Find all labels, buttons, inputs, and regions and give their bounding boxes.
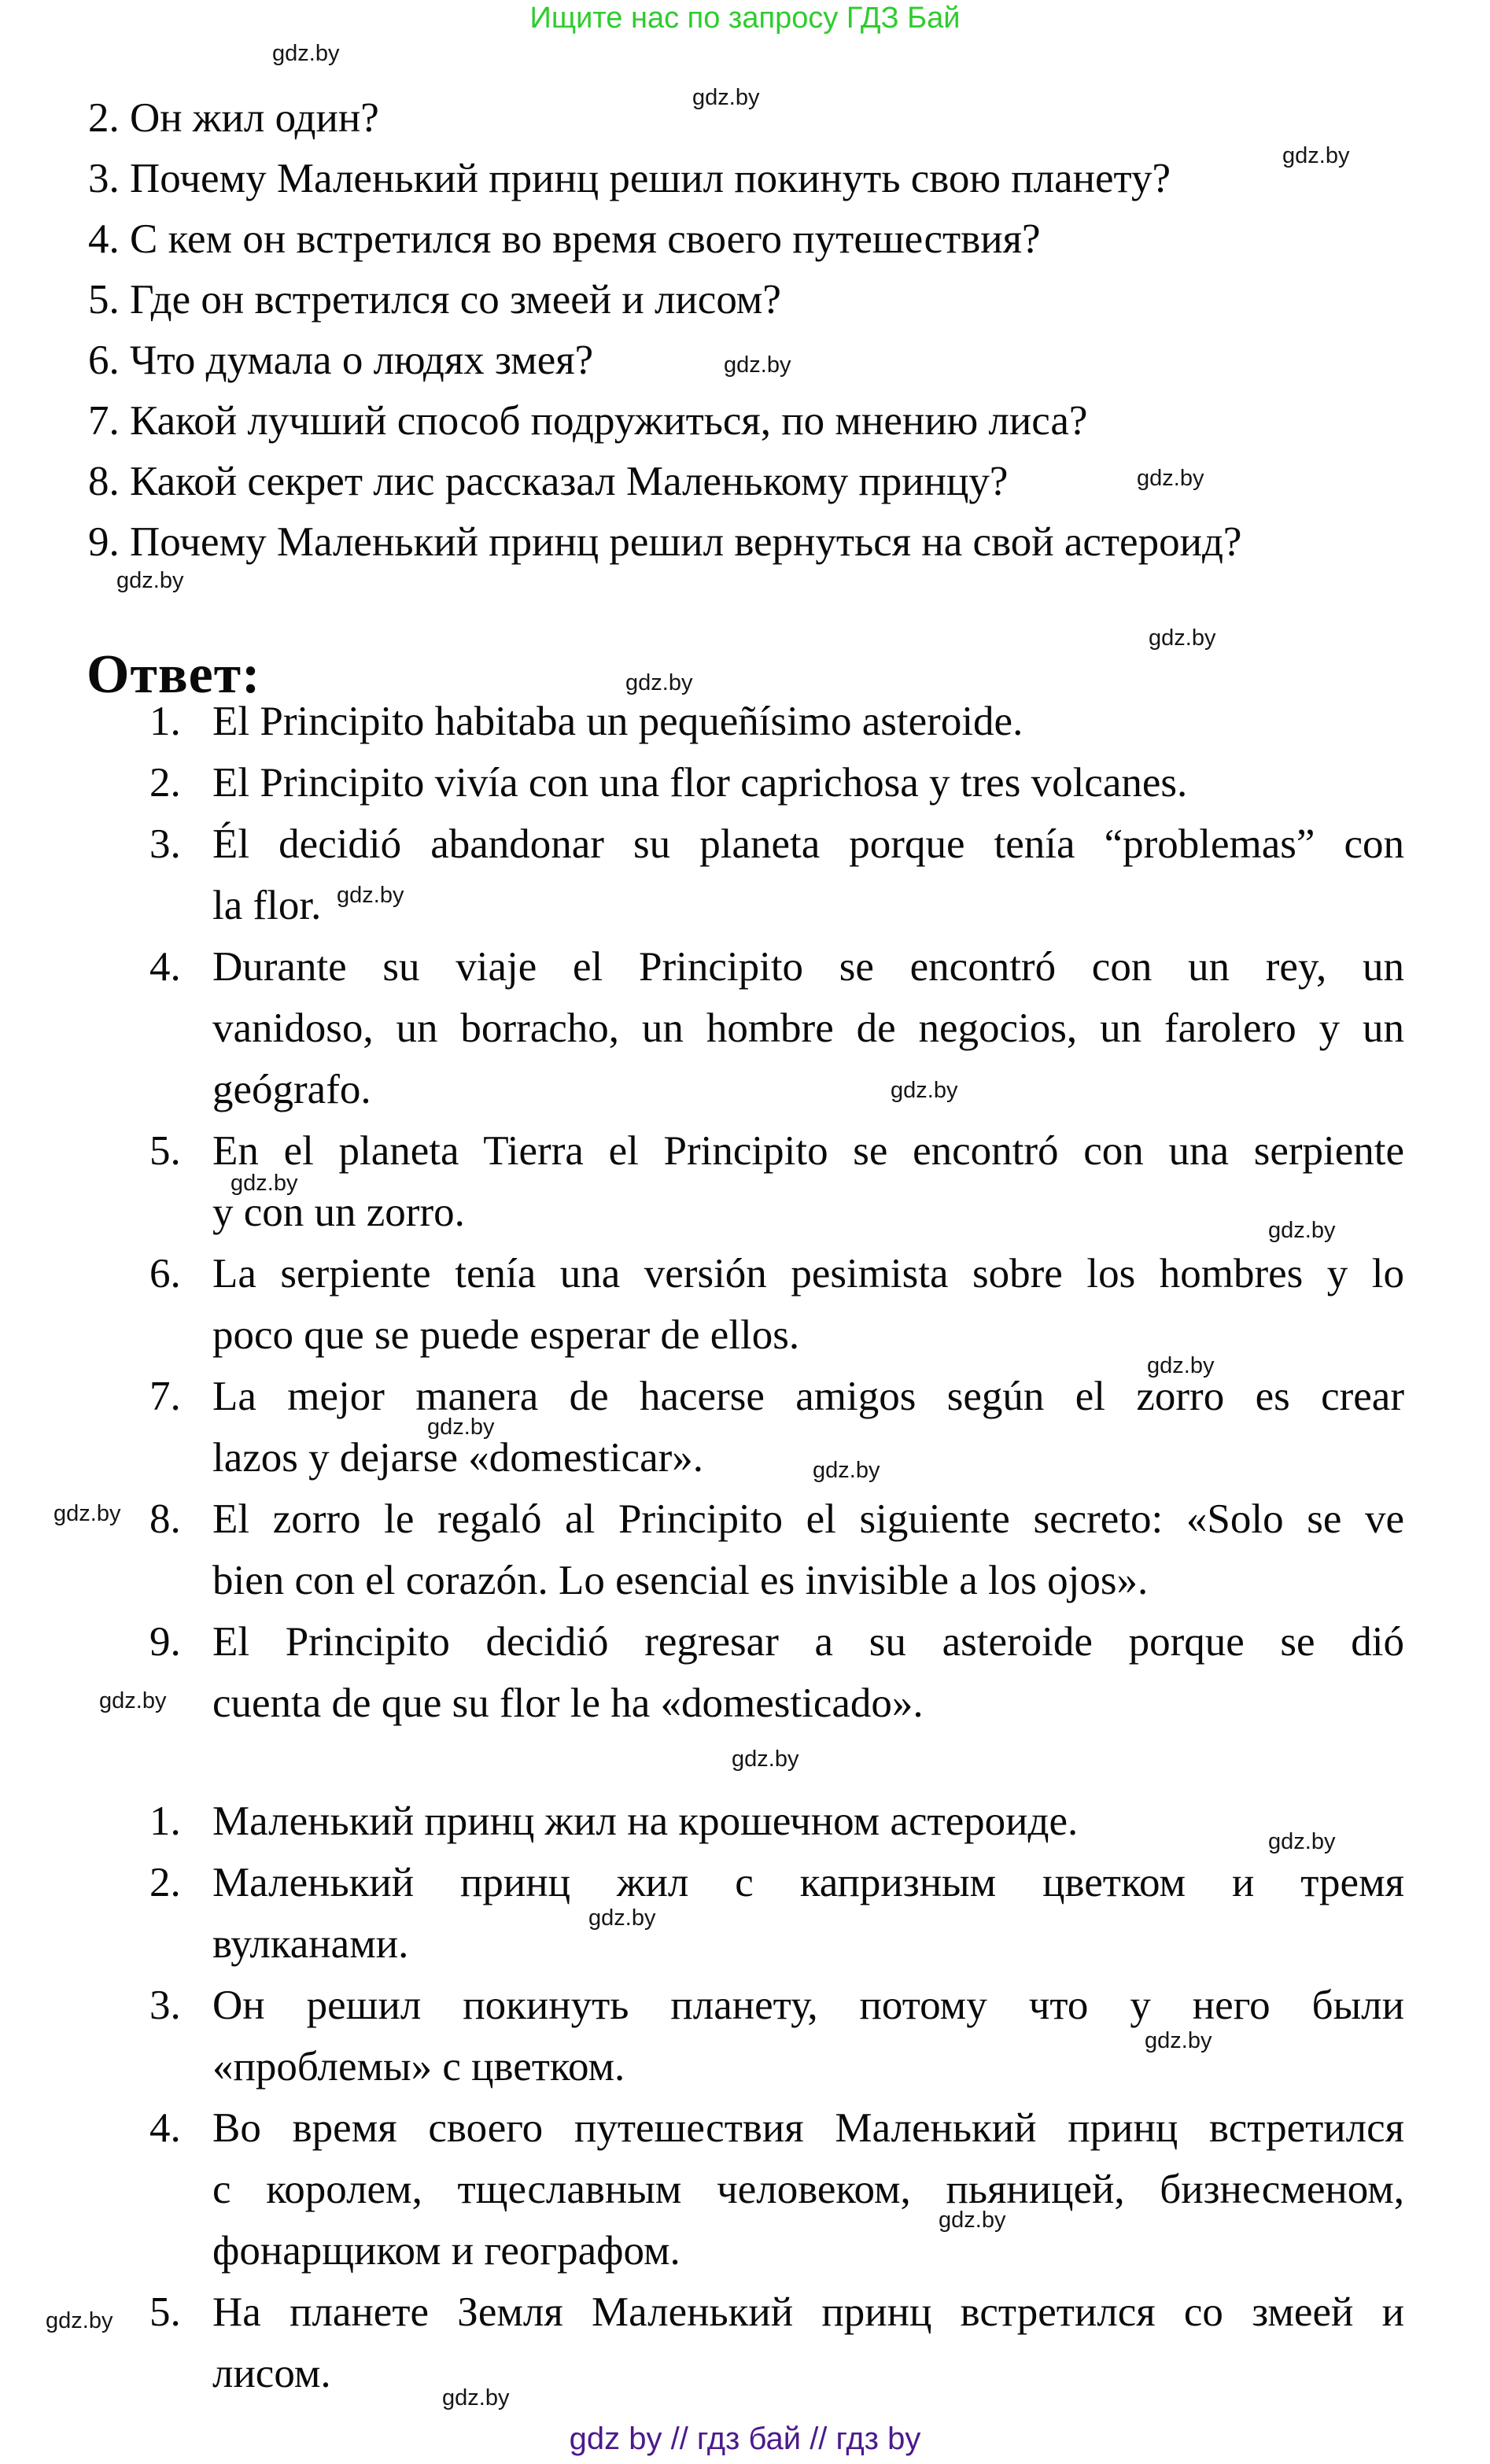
spanish-answer-item xyxy=(0,1611,1404,1734)
gdz-watermark: gdz.by xyxy=(939,2208,1006,2233)
answer-line: En el planeta Tierra el Principito se encontró con una serpiente xyxy=(212,1128,1404,1174)
gdz-watermark: gdz.by xyxy=(427,1415,495,1440)
gdz-watermark: gdz.by xyxy=(1149,625,1216,651)
spanish-answer-item xyxy=(0,1243,1404,1366)
question-item xyxy=(88,209,1443,270)
question-text: Почему Маленький принц решил вернуться на свой астероид? xyxy=(130,519,1242,565)
footer-links: gdz by // гдз бай // гдз by xyxy=(569,2422,921,2456)
question-item xyxy=(88,149,1443,209)
russian-answer-item xyxy=(0,2281,1404,2404)
russian-answers xyxy=(0,1791,1404,2404)
answer-line: vanidoso, un borracho, un hombre de negocios, un farolero y un xyxy=(212,1005,1404,1051)
question-text: Почему Маленький принц решил покинуть свою планету? xyxy=(130,156,1171,201)
item-number: 2. xyxy=(149,760,181,806)
question-item xyxy=(88,452,1443,512)
gdz-watermark: gdz.by xyxy=(588,1905,656,1931)
question-text: Что думала о людях змея? xyxy=(130,338,594,383)
answer-line: На планете Земля Маленький принц встретился со змеей и xyxy=(212,2289,1404,2335)
answer-line: geógrafo. xyxy=(212,1067,371,1112)
item-number: 3. xyxy=(149,1983,181,2028)
gdz-watermark: gdz.by xyxy=(692,85,760,110)
gdz-watermark: gdz.by xyxy=(1268,1218,1336,1243)
question-item xyxy=(88,270,1443,330)
question-item xyxy=(88,512,1443,573)
question-number: 2. xyxy=(88,95,130,141)
gdz-watermark: gdz.by xyxy=(1268,1829,1336,1854)
spanish-answers xyxy=(0,691,1404,1734)
answer-line: cuenta de que su flor le ha «domesticado». xyxy=(212,1680,924,1726)
gdz-watermark: gdz.by xyxy=(891,1078,958,1103)
gdz-watermark: gdz.by xyxy=(1282,143,1350,168)
questions-list xyxy=(88,88,1443,573)
spanish-answer-item xyxy=(0,813,1404,936)
spanish-answer-item xyxy=(0,691,1404,752)
item-number: 4. xyxy=(149,2105,181,2151)
answer-heading: Ответ: xyxy=(87,644,261,705)
answer-line: Маленький принц жил с капризным цветком и тремя xyxy=(212,1860,1404,1905)
question-text: Он жил один? xyxy=(130,95,379,141)
promo-banner: Ищите нас по запросу ГДЗ Бай xyxy=(529,2,961,35)
answer-line: bien con el corazón. Lo esencial es invisible a los ojos». xyxy=(212,1558,1149,1603)
answer-line: poco que se puede esperar de ellos. xyxy=(212,1312,800,1358)
gdz-watermark: gdz.by xyxy=(337,883,404,908)
answer-line: с королем, тщеславным человеком, пьяницей, бизнесменом, xyxy=(212,2167,1404,2212)
gdz-watermark: gdz.by xyxy=(46,2308,113,2333)
question-number: 7. xyxy=(88,398,130,444)
answer-line: «проблемы» с цветком. xyxy=(212,2044,625,2090)
question-number: 8. xyxy=(88,459,130,504)
answer-line: El zorro le regaló al Principito el siguiente secreto: «Solo se ve xyxy=(212,1496,1404,1542)
gdz-watermark: gdz.by xyxy=(53,1501,121,1526)
answer-line: Он решил покинуть планету, потому что у него были xyxy=(212,1983,1404,2028)
spanish-answer-item xyxy=(0,936,1404,1120)
answer-line: Durante su viaje el Principito se encontró con un rey, un xyxy=(212,944,1404,990)
item-number: 5. xyxy=(149,1128,181,1174)
item-number: 8. xyxy=(149,1496,181,1542)
answer-line: вулканами. xyxy=(212,1921,409,1967)
answer-line: лисом. xyxy=(212,2351,331,2396)
question-text: Какой секрет лис рассказал Маленькому принцу? xyxy=(130,459,1009,504)
gdz-watermark: gdz.by xyxy=(442,2385,510,2411)
question-item xyxy=(88,88,1443,149)
question-text: Какой лучший способ подружиться, по мнению лиса? xyxy=(130,398,1088,444)
answer-line: y con un zorro. xyxy=(212,1190,465,1235)
item-number: 1. xyxy=(149,1798,181,1844)
item-number: 5. xyxy=(149,2289,181,2335)
answer-line: La serpiente tenía una versión pesimista sobre los hombres y lo xyxy=(212,1251,1404,1297)
spanish-answer-item xyxy=(0,1366,1404,1488)
answer-line: фонарщиком и географом. xyxy=(212,2228,680,2274)
spanish-answer-item xyxy=(0,1120,1404,1243)
answer-line: Во время своего путешествия Маленький принц встретился xyxy=(212,2105,1404,2151)
answer-line: La mejor manera de hacerse amigos según el zorro es crear xyxy=(212,1374,1404,1419)
gdz-watermark: gdz.by xyxy=(116,568,184,593)
russian-answer-item xyxy=(0,1791,1404,1852)
answer-line: la flor. xyxy=(212,883,322,928)
answer-line: El Principito habitaba un pequeñísimo asteroide. xyxy=(212,699,1023,744)
gdz-watermark: gdz.by xyxy=(724,352,791,378)
gdz-watermark: gdz.by xyxy=(813,1458,880,1483)
spanish-answer-item xyxy=(0,752,1404,813)
gdz-watermark: gdz.by xyxy=(1147,1353,1215,1378)
answer-line: El Principito decidió regresar a su asteroide porque se dió xyxy=(212,1619,1404,1665)
item-number: 3. xyxy=(149,821,181,867)
answer-line: El Principito vivía con una flor caprichosa y tres volcanes. xyxy=(212,760,1188,806)
answer-line: Маленький принц жил на крошечном астероиде. xyxy=(212,1798,1079,1844)
question-number: 6. xyxy=(88,338,130,383)
russian-answer-item xyxy=(0,2097,1404,2281)
question-text: Где он встретился со змеей и лисом? xyxy=(130,277,781,323)
spanish-answer-item xyxy=(0,1488,1404,1611)
item-number: 1. xyxy=(149,699,181,744)
item-number: 6. xyxy=(149,1251,181,1297)
question-number: 9. xyxy=(88,519,130,565)
answer-line: lazos y dejarse «domesticar». xyxy=(212,1435,703,1481)
gdz-watermark: gdz.by xyxy=(1137,466,1204,491)
gdz-watermark: gdz.by xyxy=(99,1688,167,1713)
question-number: 5. xyxy=(88,277,130,323)
gdz-watermark: gdz.by xyxy=(625,670,693,695)
item-number: 2. xyxy=(149,1860,181,1905)
question-number: 4. xyxy=(88,216,130,262)
item-number: 7. xyxy=(149,1374,181,1419)
gdz-watermark: gdz.by xyxy=(231,1171,298,1196)
item-number: 9. xyxy=(149,1619,181,1665)
question-number: 3. xyxy=(88,156,130,201)
gdz-watermark: gdz.by xyxy=(732,1747,799,1772)
question-item xyxy=(88,391,1443,452)
item-number: 4. xyxy=(149,944,181,990)
gdz-watermark: gdz.by xyxy=(272,41,340,66)
answer-line: Él decidió abandonar su planeta porque tenía “problemas” con xyxy=(212,821,1404,867)
russian-answer-item xyxy=(0,1852,1404,1975)
question-text: С кем он встретился во время своего путешествия? xyxy=(130,216,1041,262)
gdz-watermark: gdz.by xyxy=(1145,2028,1212,2053)
